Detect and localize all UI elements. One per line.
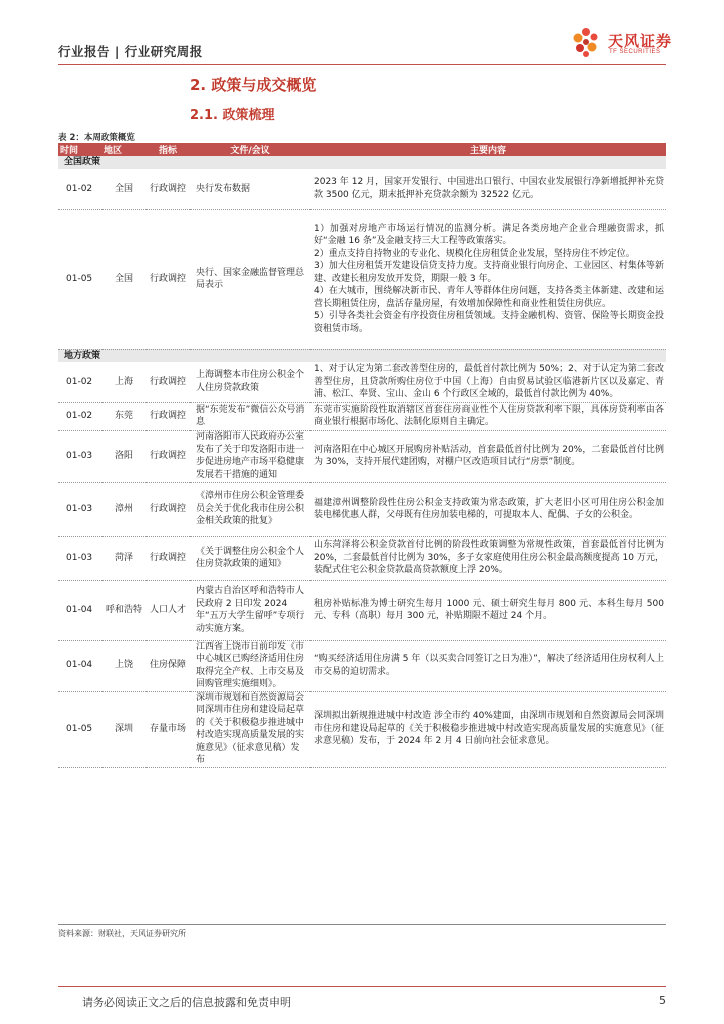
cell-document: 《漳州市住房公积金管理委员会关于优化我市住房公积金相关政策的批复》: [190, 482, 310, 536]
header-document: 文件/会议: [190, 143, 310, 156]
cell-content: [310, 536, 666, 580]
cell-time: 01-03: [58, 430, 102, 482]
content-paragraph: “购买经济适用住房满 5 年（以买卖合同签订之日为准）”，解决了经济适用住房权利人上市交易的迫切需求。: [314, 654, 664, 677]
cell-region: 全国: [102, 169, 146, 209]
cell-content: [310, 169, 666, 209]
cell-content: [310, 640, 666, 691]
content-paragraph: 山东菏泽将公积金贷款首付比例的阶段性政策调整为常规性政策，首套最低首付比例为 20%，二套最低首付比例为 30%，多子女家庭使用住房公积金最高额度提高 10 万元，装配式住宅公积金贷款最高贷款额度上浮 20%。: [314, 540, 664, 576]
table-row: [58, 640, 666, 691]
table-row: [58, 482, 666, 536]
header-divider: [58, 64, 666, 65]
table-caption: 表 2：本周政策概览: [58, 133, 135, 143]
footer-disclaimer: 请务必阅读正文之后的信息披露和免责申明: [82, 996, 291, 1009]
cell-time: 01-03: [58, 482, 102, 536]
cell-document: 深圳市规划和自然资源局会同深圳市住房和建设局起草的《关于积极稳步推进城中村改造实现高质量发展的实施意见》（征求意见稿）发布: [190, 691, 310, 767]
content-paragraph: 3）加大住房租赁开发建设信贷支持力度。支持商业银行向房企、工业园区、村集体等新建、改建长租房发放开发贷，期限一般 3 年。: [314, 261, 664, 284]
content-paragraph: 福建漳州调整阶段性住房公积金支持政策为常态政策，扩大老旧小区可用住房公积金加装电梯优惠人群，父母既有住房加装电梯的，可提取本人、配偶、子女的公积金。: [314, 497, 664, 520]
cell-content: [310, 209, 666, 349]
content-paragraph: 4）在大城市，围绕解决新市民、青年人等群体住房问题，支持各类主体新建、改建和运营长期租赁住房，盘活存量房屋，有效增加保障性和商业性租赁住房供应。: [314, 286, 664, 309]
cell-region: 东莞: [102, 402, 146, 430]
cell-content: [310, 362, 666, 402]
cell-category: 人口人才: [146, 580, 190, 640]
cell-document: 内蒙古自治区呼和浩特市人民政府 2 日印发 2024 年“五万大学生留呼”专项行动实施方案。: [190, 580, 310, 640]
cell-category: 行政调控: [146, 209, 190, 349]
content-paragraph: 1、对于认定为第二套改善型住房的，最低首付款比例为 50%；2、对于认定为第二套改善型住房，且贷款所购住房位于中国（上海）自由贸易试验区临港新片区以及嘉定、青浦、松江、奉贤、宝山、金山 6 个行政区全域的，最低首付款比例为 40%。: [314, 364, 664, 399]
header-region: 地区: [102, 143, 146, 156]
group-label: 全国政策: [58, 156, 666, 169]
cell-region: 菏泽: [102, 536, 146, 580]
cell-category: 行政调控: [146, 536, 190, 580]
cell-category: 行政调控: [146, 362, 190, 402]
cell-content: [310, 580, 666, 640]
table-group-row: [58, 349, 666, 362]
content-paragraph: 深圳拟出新规推进城中村改造 涉全市约 40%建面，由深圳市规划和自然资源局会同深圳市住房和建设局起草的《关于积极稳步推进城中村改造实现高质量发展的实施意见》（征求意见稿）发布，于 2024 年 2 月 4 日前向社会征求意见。: [314, 711, 664, 747]
cell-document: 江西省上饶市日前印发《市中心城区已购经济适用住房取得完全产权、上市交易及回购管理实施细则》。: [190, 640, 310, 691]
table-group-row: [58, 156, 666, 169]
cell-time: 01-04: [58, 640, 102, 691]
cell-region: 漳州: [102, 482, 146, 536]
header-content: 主要内容: [310, 143, 666, 156]
report-type: 行业报告 | 行业研究周报: [58, 44, 203, 59]
cell-time: 01-05: [58, 209, 102, 349]
cell-category: 行政调控: [146, 169, 190, 209]
header-category: 指标: [146, 143, 190, 156]
cell-document: 据“东莞发布”微信公众号消息: [190, 402, 310, 430]
cell-document: 《关于调整住房公积金个人住房贷款政策的通知》: [190, 536, 310, 580]
flower-logo-icon: [568, 24, 604, 60]
header-time: 时间: [58, 143, 102, 156]
cell-category: 行政调控: [146, 430, 190, 482]
cell-category: 行政调控: [146, 402, 190, 430]
cell-document: 央行发布数据: [190, 169, 310, 209]
cell-region: 洛阳: [102, 430, 146, 482]
table-row: [58, 536, 666, 580]
company-logo: [568, 24, 678, 64]
cell-document: 河南洛阳市人民政府办公室发布了关于印发洛阳市进一步促进房地产市场平稳健康发展若干措施的通知: [190, 430, 310, 482]
cell-time: 01-04: [58, 580, 102, 640]
source-note: 资料来源：财联社，天风证券研究所: [58, 929, 186, 938]
cell-content: [310, 691, 666, 767]
content-paragraph: 2）重点支持自持物业的专业化、规模化住房租赁企业发展，坚持房住不炒定位。: [314, 248, 635, 259]
cell-region: 全国: [102, 209, 146, 349]
cell-time: 01-05: [58, 691, 102, 767]
content-paragraph: 东莞市实施阶段性取消辖区首套住房商业性个人住房贷款利率下限，具体房贷利率由各商业银行根据市场化、法制化原则自主确定。: [314, 404, 664, 427]
content-paragraph: 河南洛阳在中心城区开展购房补贴活动，首套最低首付比例为 20%，二套最低首付比例为 30%，支持开展代建团购，对棚户区改造项目试行“房票”制度。: [314, 444, 664, 467]
cell-category: 行政调控: [146, 482, 190, 536]
table-row: [58, 691, 666, 767]
cell-time: 01-03: [58, 536, 102, 580]
cell-category: 存量市场: [146, 691, 190, 767]
cell-content: [310, 482, 666, 536]
content-paragraph: 2023 年 12 月，国家开发银行、中国进出口银行、中国农业发展银行净新增抵押补充贷款 3500 亿元，期末抵押补充贷款余额为 32522 亿元。: [314, 177, 664, 200]
cell-region: 上饶: [102, 640, 146, 691]
content-paragraph: 5）引导各类社会资金有序投资住房租赁领域。支持金融机构、资管、保险等长期资金投资租赁市场。: [314, 311, 664, 334]
policy-table: [58, 143, 666, 768]
content-paragraph: 租房补贴标准为博士研究生每月 1000 元、硕士研究生每月 800 元、本科生每月 500 元、专科（高职）每月 300 元，补贴期限不超过 24 个月。: [314, 598, 664, 621]
cell-region: 呼和浩特: [102, 580, 146, 640]
cell-time: 01-02: [58, 362, 102, 402]
cell-time: 01-02: [58, 169, 102, 209]
section-subtitle: 2.1. 政策梳理: [190, 108, 275, 123]
section-title: 2. 政策与成交概览: [190, 76, 317, 94]
table-row: [58, 169, 666, 209]
footer-divider: [58, 986, 666, 987]
table-row: [58, 430, 666, 482]
table-row: [58, 362, 666, 402]
cell-category: 住房保障: [146, 640, 190, 691]
cell-document: 央行、国家金融监督管理总局表示: [190, 209, 310, 349]
cell-region: 上海: [102, 362, 146, 402]
cell-region: 深圳: [102, 691, 146, 767]
table-row: [58, 580, 666, 640]
table-row: [58, 209, 666, 349]
table-header-row: [58, 143, 666, 156]
page-number: 5: [659, 994, 666, 1007]
source-divider: [58, 924, 666, 925]
table-row: [58, 402, 666, 430]
group-label: 地方政策: [58, 349, 666, 362]
cell-content: [310, 402, 666, 430]
cell-time: 01-02: [58, 402, 102, 430]
logo-sub: TF SECURITIES: [609, 49, 661, 55]
cell-document: 上海调整本市住房公积金个人住房贷款政策: [190, 362, 310, 402]
logo-name: 天风证券: [608, 32, 673, 50]
content-paragraph: 1）加强对房地产市场运行情况的监测分析。满足各类房地产企业合理融资需求，抓好“金融 16 条”及金融支持三大工程等政策落实。: [314, 223, 664, 247]
cell-content: [310, 430, 666, 482]
